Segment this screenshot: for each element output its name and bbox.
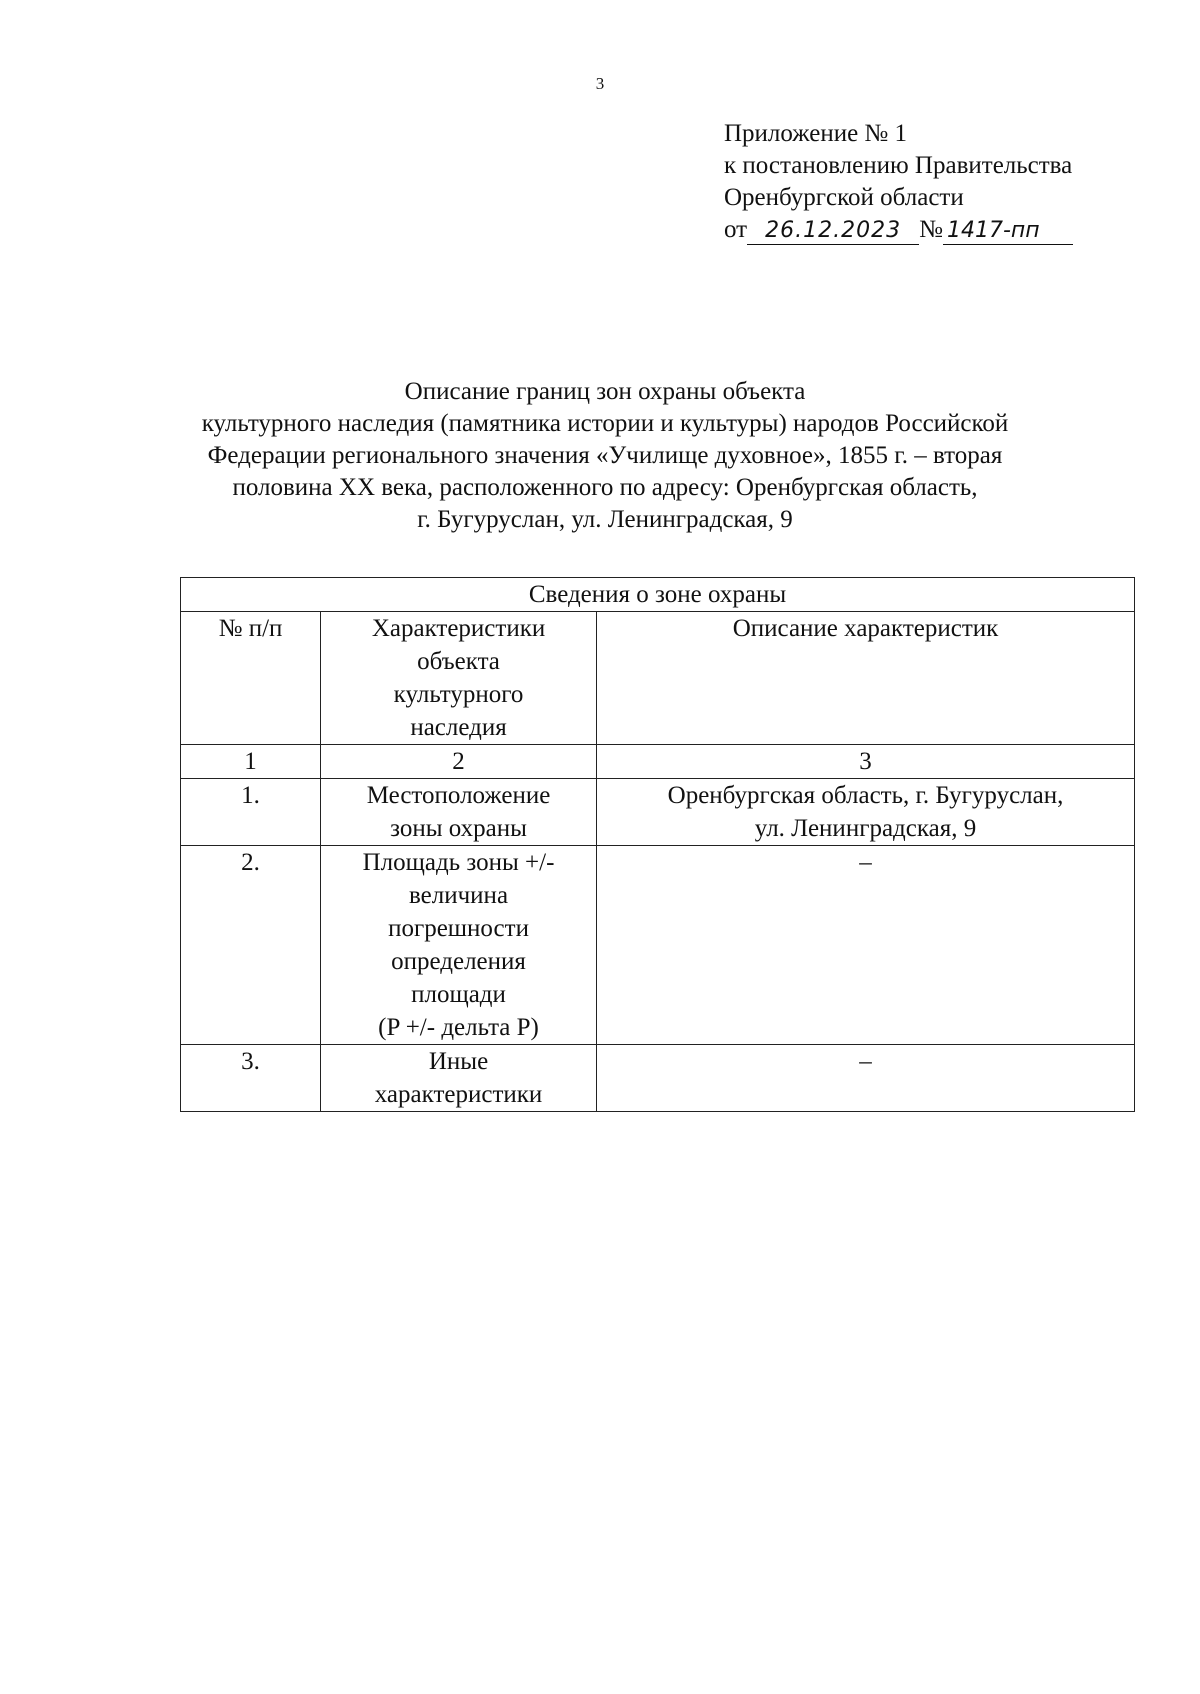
appendix-resolution-line: к постановлению Правительства <box>724 152 1073 179</box>
date-prefix: от <box>724 216 748 243</box>
title-line: Описание границ зон охраны объекта <box>404 378 806 405</box>
table-row <box>181 846 1135 1045</box>
column-number: 1 <box>181 745 321 779</box>
appendix-title: Приложение № 1 <box>724 120 908 147</box>
handwritten-date: 26.12.2023 <box>747 218 919 245</box>
table-caption-row <box>181 578 1135 612</box>
table-row <box>181 779 1135 846</box>
handwritten-number: 1417-пп <box>943 218 1073 245</box>
row-number: 2. <box>181 846 321 1045</box>
title-line: Федерации регионального значения «Училище духовное», 1855 г. – вторая <box>207 442 1003 469</box>
appendix-date-line <box>724 214 1073 246</box>
row-description: Оренбургская область, г. Бугуруслан, ул. Ленинградская, 9 <box>597 779 1135 846</box>
page-number: 3 <box>595 74 605 93</box>
table-header-row <box>181 612 1135 745</box>
table-row <box>181 1045 1135 1112</box>
column-number: 3 <box>597 745 1135 779</box>
header-characteristics: Характеристики объекта культурного наследия <box>321 612 597 745</box>
row-number: 1. <box>181 779 321 846</box>
row-characteristic: Площадь зоны +/- величина погрешности определения площади (P +/- дельта P) <box>321 846 597 1045</box>
row-description: – <box>597 1045 1135 1112</box>
column-number: 2 <box>321 745 597 779</box>
appendix-header <box>724 118 1073 246</box>
table-numbering-row <box>181 745 1135 779</box>
title-line: г. Бугуруслан, ул. Ленинградская, 9 <box>417 506 793 533</box>
header-number: № п/п <box>181 612 321 745</box>
row-number: 3. <box>181 1045 321 1112</box>
header-description: Описание характеристик <box>597 612 1135 745</box>
row-characteristic: Местоположение зоны охраны <box>321 779 597 846</box>
appendix-region-line: Оренбургской области <box>724 184 964 211</box>
table-caption: Сведения о зоне охраны <box>181 578 1135 612</box>
protection-zone-table <box>180 577 1135 1112</box>
title-line: половина XX века, расположенного по адресу: Оренбургская область, <box>232 474 978 501</box>
row-characteristic: Иные характеристики <box>321 1045 597 1112</box>
row-description: – <box>597 846 1135 1045</box>
title-line: культурного наследия (памятника истории и культуры) народов Российской <box>201 410 1009 437</box>
document-title <box>150 376 1060 536</box>
number-prefix: № <box>919 216 943 243</box>
